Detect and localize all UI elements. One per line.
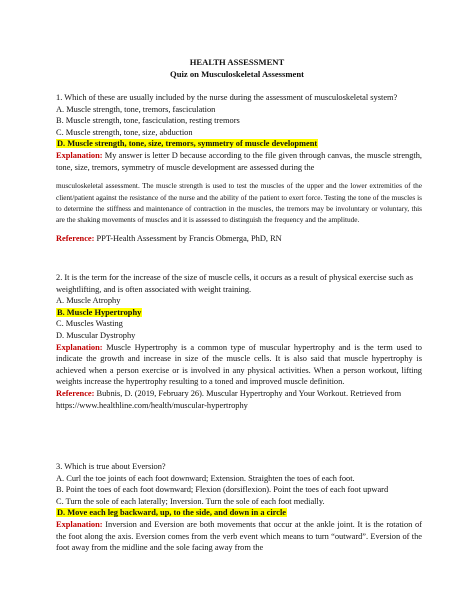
document-title: HEALTH ASSESSMENT	[189, 57, 285, 67]
question-3-block	[56, 461, 422, 554]
question-1-option-b: B. Muscle strength, tone, fasciculation, resting tremors	[56, 116, 240, 126]
question-1-option-a: A. Muscle strength, tone, tremors, fasciculation	[56, 104, 216, 114]
explanation-label: Explanation:	[56, 342, 103, 352]
question-3-answer: D. Move each leg backward, up, to the side, and down in a circle	[57, 508, 286, 518]
question-2-option-a: A. Muscle Atrophy	[56, 296, 121, 306]
question-2-option-d: D. Muscular Dystrophy	[56, 330, 136, 340]
question-3-option-b: B. Point the toes of each foot downward; Flexion (dorsiflexion). Point the toes of each foot upward	[56, 485, 389, 495]
question-2-block	[56, 272, 422, 411]
explanation-text: My answer is letter D because according to the file given through canvas, the muscle strength, tone, size, tremors, symmetry of muscle development are assessed during the	[56, 150, 423, 172]
explanation-label: Explanation:	[56, 519, 103, 529]
question-3-option-c: C. Turn the sole of each laterally; Inversion. Turn the sole of each foot medially.	[56, 496, 325, 506]
question-3-explanation	[56, 519, 422, 554]
explanation-text: Muscle Hypertrophy is a common type of muscular hypertrophy and is the term used to indicate the growth and increase in size of the muscle cells. It is also said that muscle hypertrophy is achieved when a person exercise or is involved in any physical activities. When a person workout, lifting weights increase the hypertrophy resulting to a toned and improved muscle definition.	[56, 342, 422, 387]
question-1-option-c: C. Muscle strength, tone, size, abduction	[56, 127, 193, 137]
question-1-block	[56, 92, 422, 244]
explanation-text: Inversion and Eversion are both movements that occur at the ankle joint. It is the rotation of the foot along the axis. Eversion comes from the verb event which means to turn “outward”. Eversion of the foot away from the midline and the sole facing away from the	[56, 519, 423, 553]
question-1-reference	[56, 233, 422, 245]
question-3-text: 3. Which is true about Eversion?	[56, 462, 166, 471]
question-2-option-c: C. Muscles Wasting	[56, 319, 123, 329]
explanation-label: Explanation:	[56, 150, 103, 160]
question-3-option-a: A. Curl the toe joints of each foot downward; Extension. Straighten the toes of each foot.	[56, 473, 355, 483]
reference-text: PPT-Health Assessment by Francis Obmerga, PhD, RN	[96, 233, 282, 243]
reference-label: Reference:	[56, 233, 95, 243]
question-1-explanation	[56, 150, 422, 173]
reference-text: Bubnis, D. (2019, February 26). Muscular Hypertrophy and Your Workout. Retrieved from https://www.healthline.com/health/muscular-hypertrophy	[56, 388, 402, 410]
question-2-answer: B. Muscle Hypertrophy	[57, 307, 142, 317]
document-subtitle: Quiz on Musculoskeletal Assessment	[170, 69, 304, 79]
question-2-reference	[56, 388, 422, 411]
question-1-explanation-small: musculoskeletal assessment. The muscle strength is used to test the muscles of the upper and the lower extremities of the client/patient against the resistance of the nurse and the ability of the patient to exert force. Testing the tone of the muscles is to determine the stiffness and maintenance of contraction in the muscles, the tremors may be involuntary or voluntary, this are the shaking movements of muscles and it is assessed to distinguish the frequency and the amplitude.	[56, 181, 422, 225]
reference-label: Reference:	[56, 388, 95, 398]
question-2-text: 2. It is the term for the increase of the size of muscle cells, it occurs as a result of physical exercise such as weightlifting, and is often associated with weight training.	[56, 273, 413, 294]
question-1-answer: D. Muscle strength, tone, size, tremors, symmetry of muscle development	[57, 139, 318, 149]
question-1-text: 1. Which of these are usually included by the nurse during the assessment of musculoskeletal system?	[56, 93, 398, 102]
question-2-explanation	[56, 342, 422, 388]
